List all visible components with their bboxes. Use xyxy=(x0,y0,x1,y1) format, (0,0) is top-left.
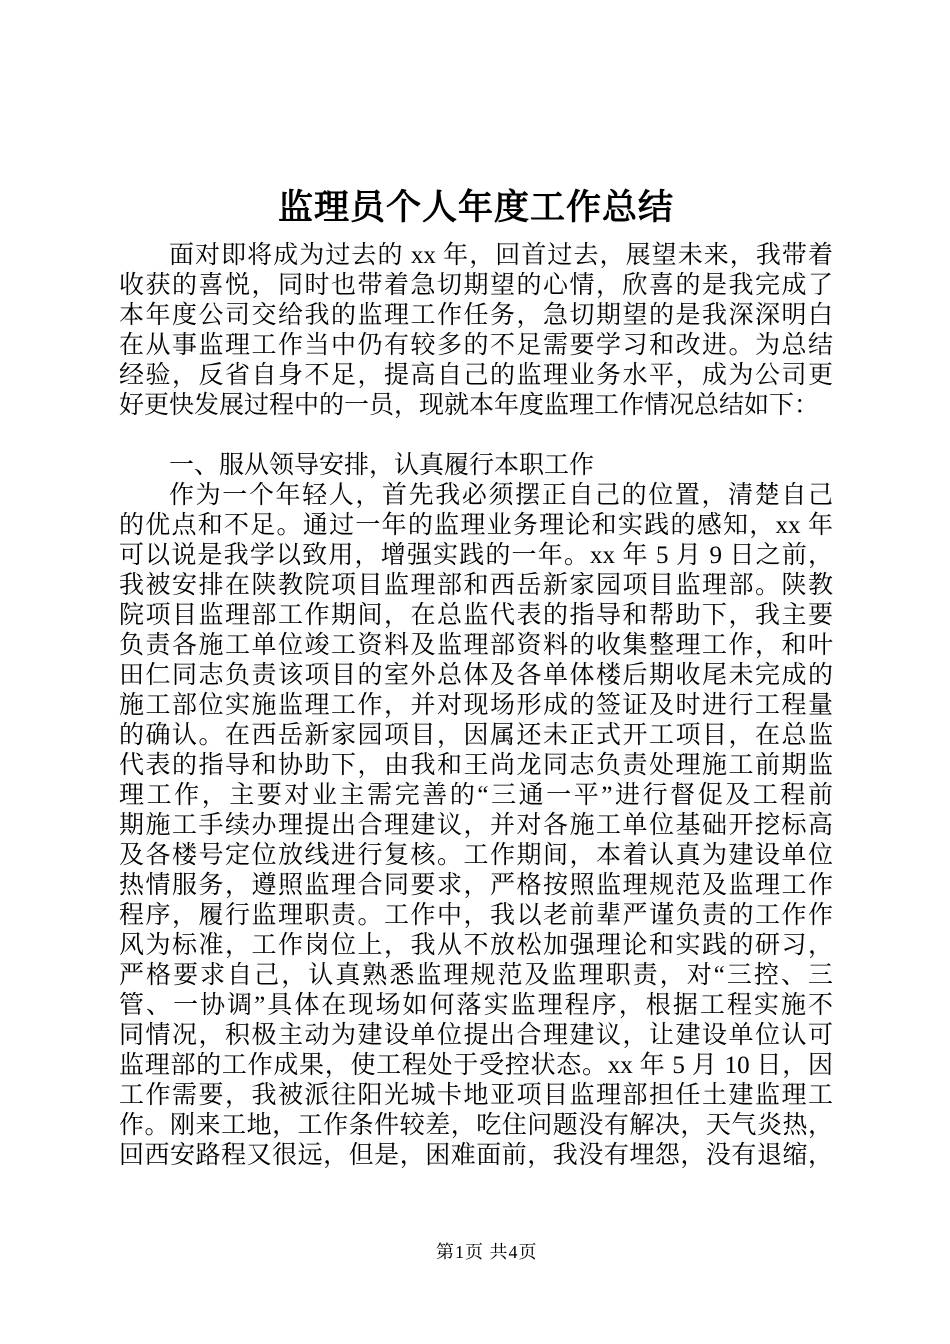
paragraph-intro xyxy=(119,241,833,421)
text-line: 回西安路程又很远，但是，困难面前，我没有埋怨，没有退缩， xyxy=(119,1142,833,1169)
text-line: 的优点和不足。通过一年的监理业务理论和实践的感知，xx 年 xyxy=(119,512,833,539)
text-line: 施工部位实施监理工作，并对现场形成的签证及时进行工程量 xyxy=(119,692,833,719)
section-heading-1: 一、服从领导安排，认真履行本职工作 xyxy=(169,452,595,479)
text-line: 风为标准，工作岗位上，我从不放松加强理论和实践的研习， xyxy=(119,932,833,959)
text-line: 程序，履行监理职责。工作中，我以老前辈严谨负责的工作作 xyxy=(119,902,833,929)
page-number-footer: 第1页 共4页 xyxy=(436,1242,538,1262)
text-line: 负责各施工单位竣工资料及监理部资料的收集整理工作，和叶 xyxy=(119,632,833,659)
text-line: 面对即将成为过去的 xx 年，回首过去，展望未来，我带着 xyxy=(169,242,833,269)
document-title: 监理员个人年度工作总结 xyxy=(277,188,674,227)
text-line: 管、一协调”具体在现场如何落实监理程序，根据工程实施不 xyxy=(119,992,833,1019)
blank-line xyxy=(119,421,833,451)
text-line: 本年度公司交给我的监理工作任务，急切期望的是我深深明白 xyxy=(119,302,833,329)
text-line: 田仁同志负责该项目的室外总体及各单体楼后期收尾未完成的 xyxy=(119,662,833,689)
text-line: 热情服务，遵照监理合同要求，严格按照监理规范及监理工作 xyxy=(119,872,833,899)
text-line: 经验，反省自身不足，提高自己的监理业务水平，成为公司更 xyxy=(119,362,833,389)
text-line: 严格要求自己，认真熟悉监理规范及监理职责，对“三控、三 xyxy=(119,962,833,989)
text-line: 作为一个年轻人，首先我必须摆正自己的位置，清楚自己 xyxy=(169,482,833,509)
text-line: 期施工手续办理提出合理建议，并对各施工单位基础开挖标高 xyxy=(119,812,833,839)
paragraph-section-1 xyxy=(119,481,833,1171)
text-line: 监理部的工作成果，使工程处于受控状态。xx 年 5 月 10 日，因 xyxy=(119,1052,833,1079)
text-line: 在从事监理工作当中仍有较多的不足需要学习和改进。为总结 xyxy=(119,332,833,359)
text-line: 收获的喜悦，同时也带着急切期望的心情，欣喜的是我完成了 xyxy=(119,272,833,299)
text-line: 同情况，积极主动为建设单位提出合理建议，让建设单位认可 xyxy=(119,1022,833,1049)
text-line: 代表的指导和协助下，由我和王尚龙同志负责处理施工前期监 xyxy=(119,752,833,779)
text-line: 的确认。在西岳新家园项目，因属还未正式开工项目，在总监 xyxy=(119,722,833,749)
text-line: 作。刚来工地，工作条件较差，吃住问题没有解决，天气炎热， xyxy=(119,1112,833,1139)
text-line: 可以说是我学以致用，增强实践的一年。xx 年 5 月 9 日之前， xyxy=(119,542,833,569)
text-line: 我被安排在陕教院项目监理部和西岳新家园项目监理部。陕教 xyxy=(119,572,833,599)
text-line: 好更快发展过程中的一员，现就本年度监理工作情况总结如下： xyxy=(119,392,820,419)
document-body xyxy=(119,186,833,1171)
text-line: 院项目监理部工作期间，在总监代表的指导和帮助下，我主要 xyxy=(119,602,833,629)
text-line: 及各楼号定位放线进行复核。工作期间，本着认真为建设单位 xyxy=(119,842,833,869)
text-line: 理工作，主要对业主需完善的“三通一平”进行督促及工程前 xyxy=(119,782,833,809)
text-line: 工作需要，我被派往阳光城卡地亚项目监理部担任土建监理工 xyxy=(119,1082,833,1109)
